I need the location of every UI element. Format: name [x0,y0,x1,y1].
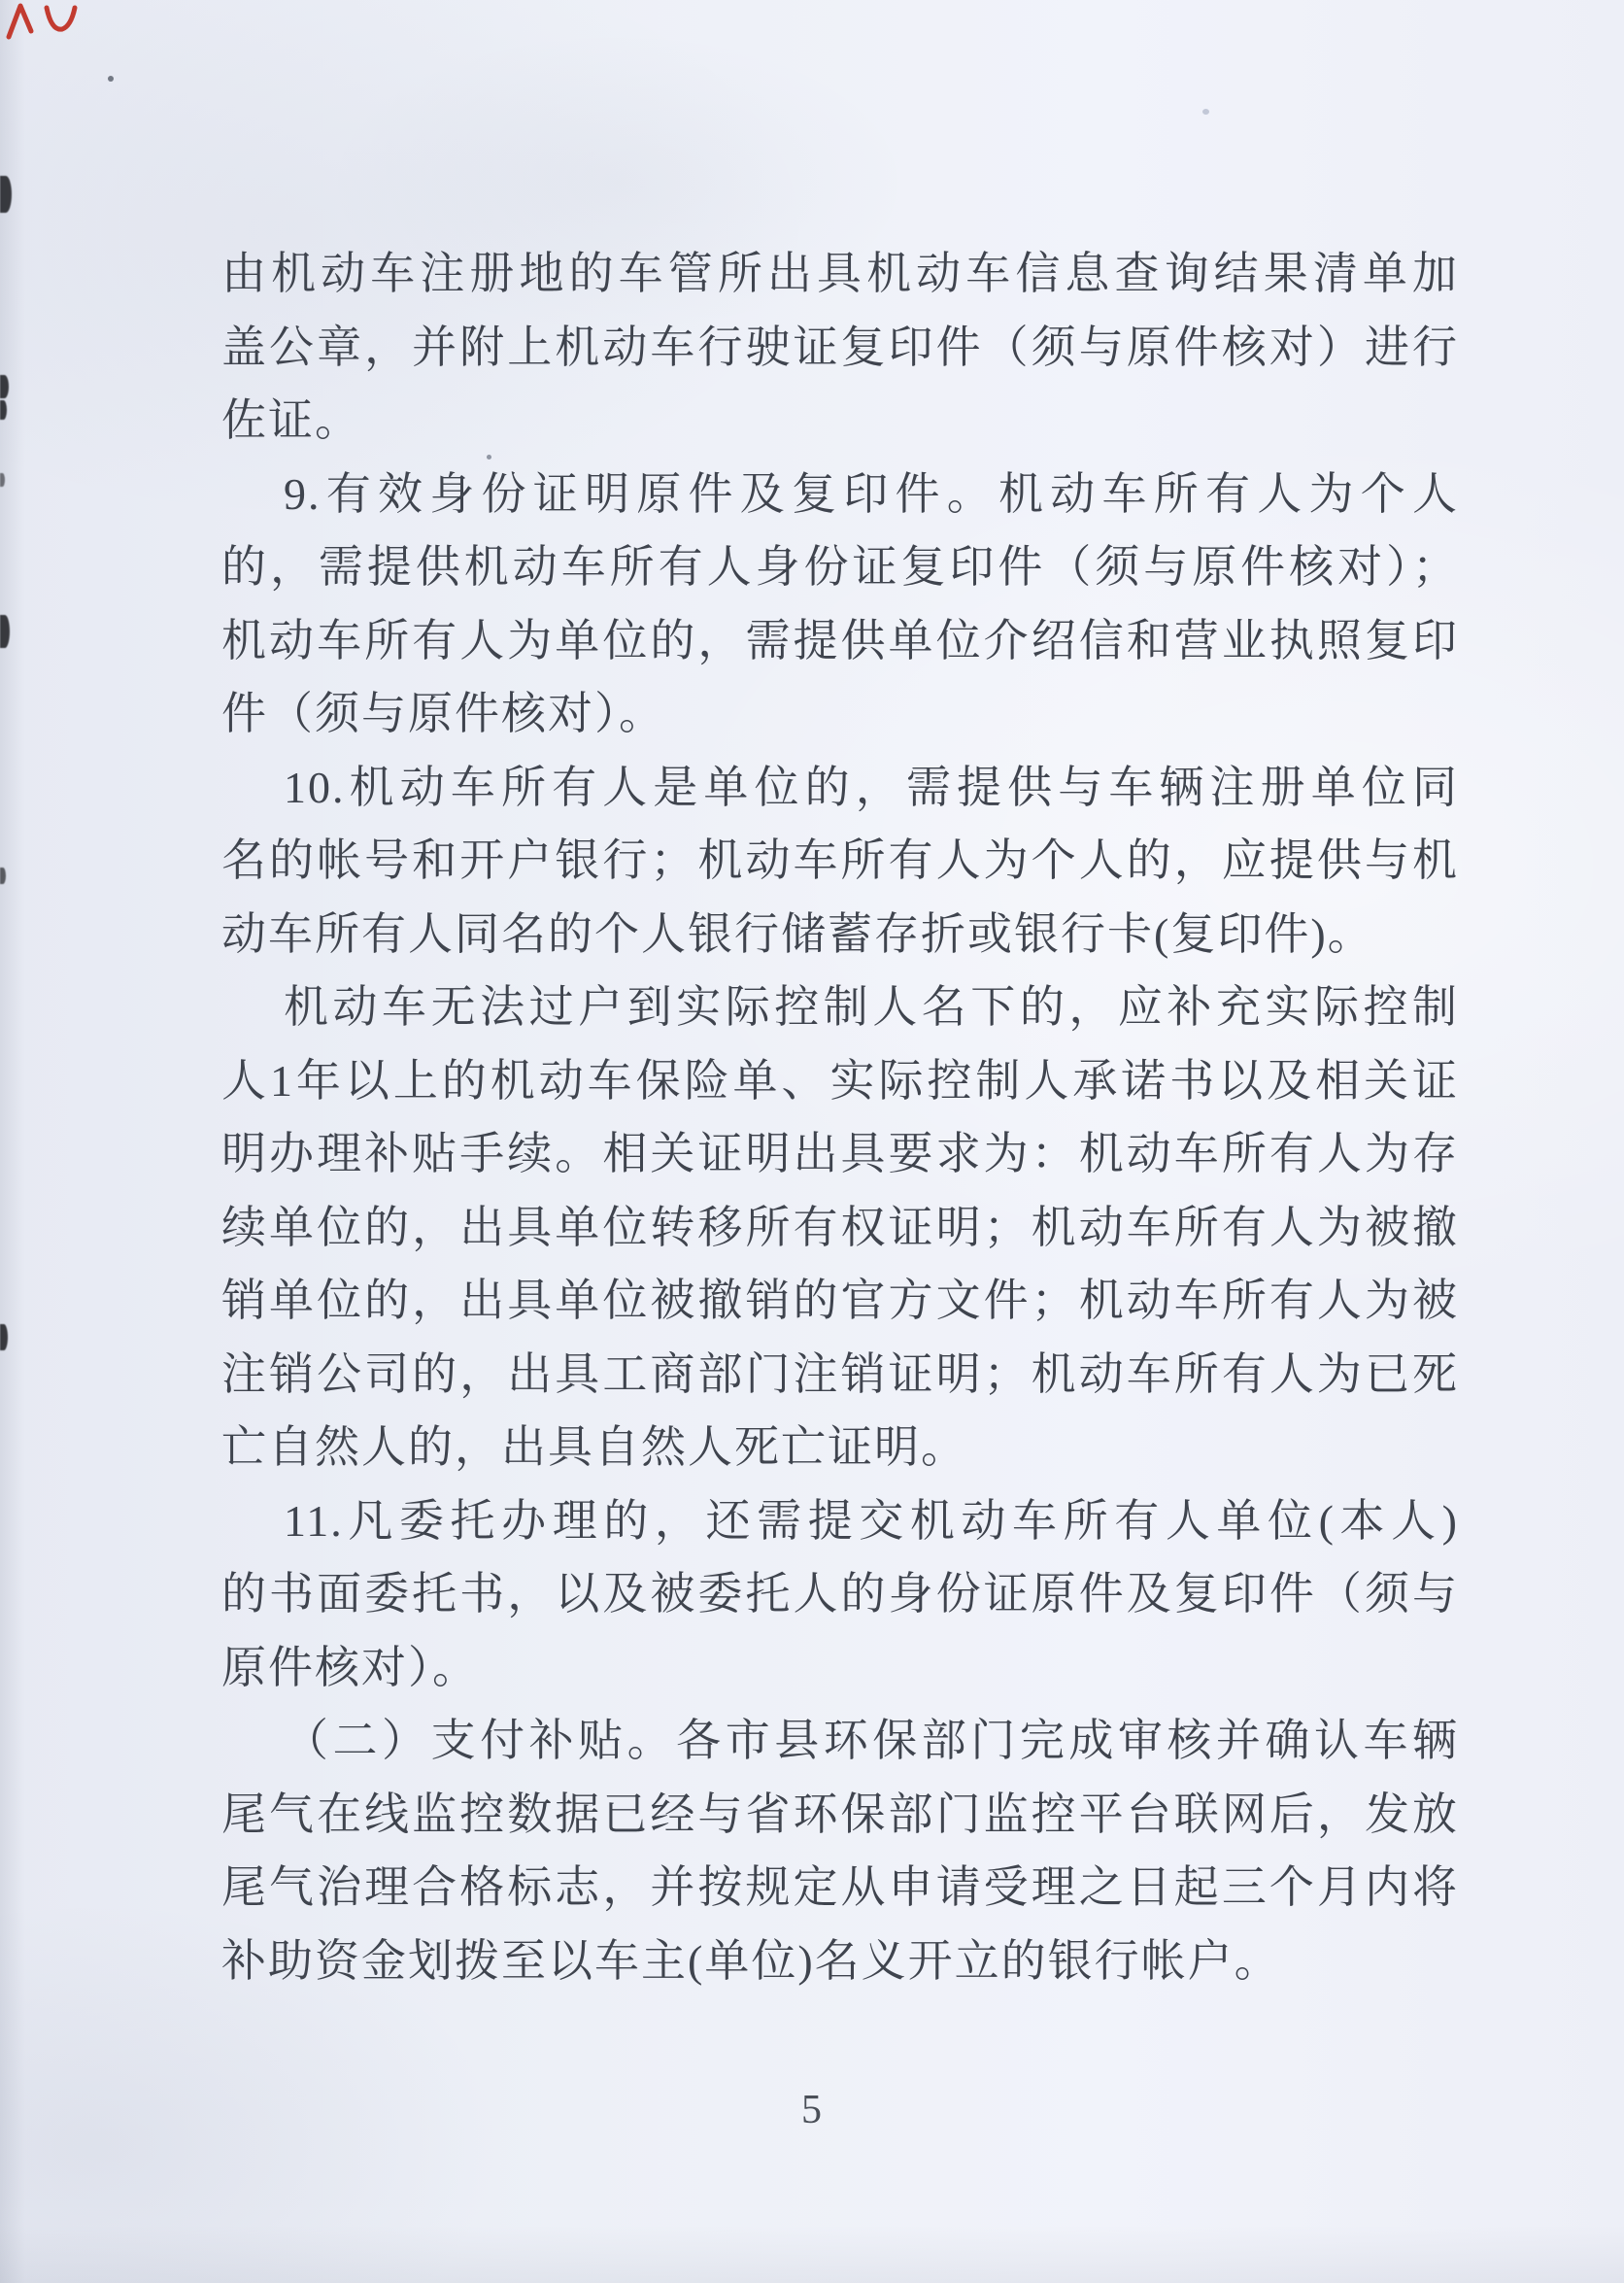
text-line: 件（须与原件核对）。 [221,689,665,738]
text-line: 动车所有人同名的个人银行储蓄存折或银行卡(复印件)。 [221,908,1374,959]
scan-smudge [0,400,7,420]
paragraph-item-9 [221,458,1457,751]
text-line: 11.凡委托办理的，还需提交机动车所有人单位(本人) [284,1495,1459,1546]
page-number: 5 [801,2088,823,2132]
paragraph-section-2 [221,1704,1457,1997]
text-line: 的书面委托书，以及被委托人的身份证原件及复印件（须与 [221,1569,1459,1619]
text-line: 尾气治理合格标志，并按规定从申请受理之日起三个月内将 [221,1862,1459,1912]
text-line: 机动车无法过户到实际控制人名下的，应补充实际控制 [284,982,1459,1032]
scan-bottom-shading [0,2225,1624,2283]
scan-smudge [0,176,12,213]
paragraph-item-10 [221,751,1457,971]
text-line: 9.有效身份证明原件及复印件。机动车所有人为个人 [284,468,1459,519]
text-line: 盖公章，并附上机动车行驶证复印件（须与原件核对）进行 [221,322,1459,372]
text-line: 销单位的，出具单位被撤销的官方文件；机动车所有人为被 [221,1276,1459,1325]
scan-smudge [0,473,5,487]
text-line: 注销公司的，出具工商部门注销证明；机动车所有人为已死 [221,1348,1459,1399]
scan-smudge [0,615,10,648]
ink-speck [108,76,114,82]
text-line: 10.机动车所有人是单位的，需提供与车辆注册单位同 [284,762,1459,812]
text-line: 机动车所有人为单位的，需提供单位介绍信和营业执照复印 [221,615,1459,665]
text-line: 补助资金划拨至以车主(单位)名义开立的银行帐户。 [221,1935,1281,1986]
text-line: 名的帐号和开户银行；机动车所有人为个人的，应提供与机 [221,835,1459,885]
text-line: 明办理补贴手续。相关证明出具要求为：机动车所有人为存 [221,1129,1459,1178]
text-line: 人1年以上的机动车保险单、实际控制人承诺书以及相关证 [221,1055,1459,1106]
red-pen-mark [2,0,91,51]
ink-speck [1202,109,1209,115]
text-line: 尾气在线监控数据已经与省环保部门监控平台联网后，发放 [221,1789,1459,1839]
text-line: （二）支付补贴。各市县环保部门完成审核并确认车辆 [284,1716,1459,1765]
text-line: 由机动车注册地的车管所出具机动车信息查询结果清单加 [221,249,1459,298]
text-line: 原件核对）。 [221,1642,479,1692]
text-line: 续单位的，出具单位转移所有权证明；机动车所有人为被撤 [221,1202,1459,1252]
text-line: 的，需提供机动车所有人身份证复印件（须与原件核对）； [221,542,1459,592]
paragraph-continuation [221,237,1457,458]
document-body [221,237,1457,1997]
scan-edge-shading [0,0,25,2283]
scan-smudge [0,868,6,884]
paragraph-transfer-exception [221,971,1457,1484]
text-line: 亡自然人的，出具自然人死亡证明。 [221,1422,967,1472]
paragraph-item-11 [221,1484,1457,1705]
scan-smudge [0,375,9,398]
text-line: 佐证。 [221,395,361,445]
scan-smudge [0,1324,8,1350]
